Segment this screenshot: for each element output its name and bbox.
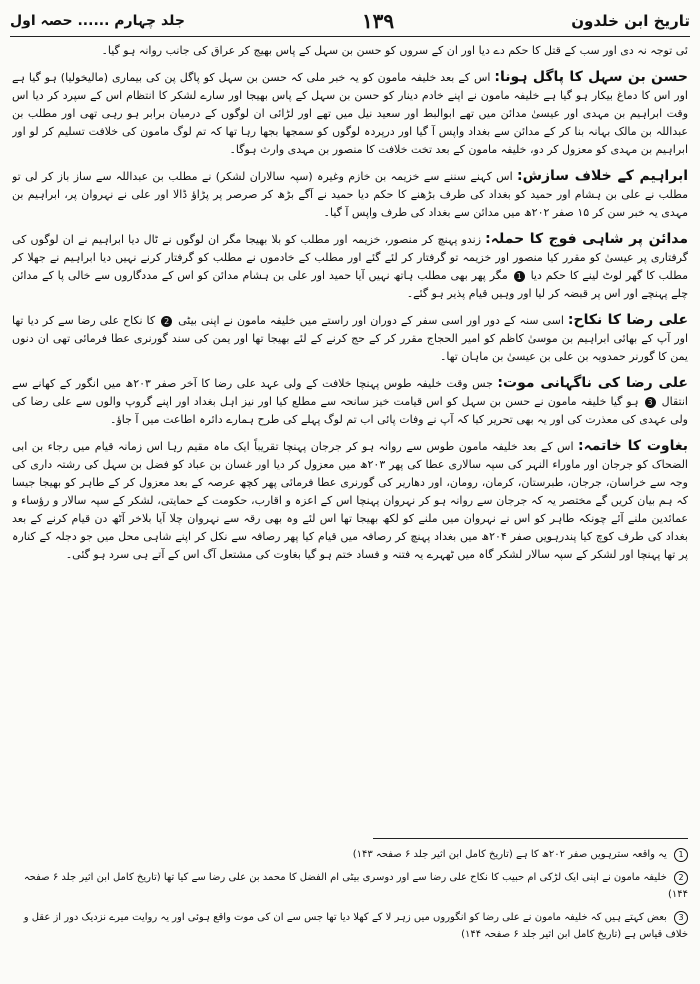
footnote [12,909,688,943]
section-heading: ابراہیم کے خلاف سازش: [517,168,688,184]
paragraph-text: ہو گیا خلیفہ مامون نے حسن بن سہل کو اس قیامت خیز سانحہ سے مطلع کیا اور نیز اہل بغداد اور اپنے گروپ والوں سے علی رضا کی ولی عہدی کی معذرت کی اور یہ بھی تحریر کیا کہ آپ نے وفات پائی اب تم لوگ پہلے کی طرح ہمارے دائرہ اطاعت میں آ جاؤ۔ [12,395,688,426]
paragraph-text: اس کہنے سننے سے خزیمہ بن خازم وغیرہ (سپہ سالاران لشکر) نے مطلب بن عبداللہ سے ساز باز کر لی تو مطلب نے علی بن ہشام اور حمید کو بغداد کی طرف بڑھنے کا حکم دیا حمید نے آگے بڑھ کر صرصر پر پڑاؤ ڈالا اور علی نے نہروان پر، ابراہیم بن مہدی یہ خبر سن کر ۱۵ صفر ۲۰۲ھ میں مدائن سے بغداد کی طرف واپس آ گیا۔ [12,170,688,219]
footnote-ref[interactable]: 3 [645,397,656,408]
section-heading: مدائن پر شاہی فوج کا حملہ: [485,231,688,247]
footnote [12,869,688,903]
section-heading: علی رضا کی ناگہانی موت: [497,375,688,391]
footnotes [12,846,688,980]
paragraph-text: زندو پہنچ کر منصور، خزیمہ اور مطلب کو بلا بھیجا مگر ان لوگوں نے ٹال دیا ابراہیم نے ان لوگوں کی گرفتاری پر عیسیٰ کو مقرر کیا منصور اور خزیمہ تو گرفتار کر لئے گئے اور مطلب کے خادموں نے مطلب کو گرفتار کرنے نہیں دیا ابراہیم نے جھلا کر مطلب کا گھر لوٹ لینے کا حکم دیا [12,233,688,282]
paragraph-text: کا نکاح علی رضا سے کر دیا تھا اور آپ کے بھائی ابراہیم بن موسیٰ کاظم کو امیر الحجاج مقرر کر کے حج کرنے کے لئے بھیجا تھا اور یمن کی سند گورنری عطا فرمائی تھی ان دنوں یمن کا گورنر حمدویہ بن علی بن عیسیٰ بن ماہان تھا۔ [12,314,688,363]
page-number: ۱۳۹ [361,9,395,33]
paragraph-text: ئی توجہ نہ دی اور سب کے قتل کا حکم دے دیا اور ان کے سروں کو حسن بن سہل کے پاس بھیج کر عراق کی جانب روانہ ہو گیا۔ [101,44,688,57]
footnote-number: 1 [674,848,688,862]
paragraph-text: اسی سنہ کے دور اور اسی سفر کے دوران اور راستے میں خلیفہ مامون نے اپنی بیٹی [178,314,564,327]
footnote [12,846,688,863]
paragraph-text: جس وقت خلیفہ طوس پہنچا خلافت کے ولی عہد علی رضا کا آخر صفر ۲۰۳ھ میں انگور کے کھانے سے انتقال [12,377,688,408]
footnote-divider [373,838,688,839]
footnote-text: بعض کہتے ہیں کہ خلیفہ مامون نے علی رضا کو انگوروں میں زہر لا کے کھلا دیا تھا جس سے ان کی موت واقع ہوئی اور یہ روایت میرے نزدیک دور از عقل و خلاف قیاس ہے (تاریخ کامل ابن اثیر جلد ۶ صفحہ ۱۴۴) [23,912,688,940]
volume-label: جلد چہارم ...... حصہ اول [10,13,185,29]
paragraph [12,167,688,222]
paragraph [12,311,688,366]
paragraph [12,374,688,429]
section-heading: بغاوت کا خاتمہ: [577,438,688,454]
section-heading: حسن بن سہل کا پاگل ہونا: [494,69,688,85]
book-title: تاریخ ابن خلدون [571,12,690,30]
paragraph [12,230,688,303]
paragraph [12,42,688,60]
page-header [10,6,690,37]
footnote-ref[interactable]: 1 [514,271,525,282]
paragraph [12,68,688,159]
paragraph-text: مگر پھر بھی مطلب ہاتھ نہیں آیا حمید اور علی بن ہشام مدائن کو اس کے مددگاروں سے خالی پا کے مدائن چلے پہنچے اور اس پر قبضہ کر لیا اور وہیں قیام پذیر ہو گئے۔ [12,269,688,300]
footnote-number: 3 [674,911,688,925]
paragraph-text: اس کے بعد خلیفہ مامون کو یہ خبر ملی کہ حسن بن سہل کو پاگل پن کی بیماری (مالیخولیا) ہو گیا ہے اور اس کا دماغ بیکار ہو گیا ہے خلیفہ مامون نے اپنے خادم دینار کو حسن بن سہل کے پاس بھیجا اور سارے لشکر کا انتظام اس کے سپرد کر دیا اس وقت ابراہیم بن مہدی اور عیسیٰ مدائن میں تھے ابوالبط اور سعید نیل میں تھے اور لڑائی ان لوگوں کے درمیان برابر ہو رہی تھی اور مطلب بن عبداللہ بن مالک بہانہ بنا کر کے مدائن سے بغداد واپس آ گیا اور درپردہ لوگوں کو سمجھا بجھا رہا تھا کہ تم لوگ مامون کی خلافت تسلیم کر لو اور ابراہیم بن مہدی کو معزول کر دو، خلیفہ مامون کے بعد تخت خلافت کا منصور بن مہدی وارث ہوگا۔ [12,71,688,156]
footnote-number: 2 [674,871,688,885]
footnote-ref[interactable]: 2 [161,316,172,327]
main-text [12,42,688,828]
paragraph [12,437,688,564]
footnote-text: خلیفہ مامون نے اپنی ایک لڑکی ام حبیب کا نکاح علی رضا سے اور دوسری بیٹی ام الفضل کا محمد بن علی رضا سے کیا تھا (تاریخ کامل ابن اثیر جلد ۶ صفحہ ۱۴۴) [23,872,688,900]
footnote-text: یہ واقعہ سترہویں صفر ۲۰۲ھ کا ہے (تاریخ کامل ابن اثیر جلد ۶ صفحہ ۱۴۳) [352,849,667,860]
paragraph-text: اس کے بعد خلیفہ مامون طوس سے روانہ ہو کر جرجان پہنچا تقریباً ایک ماہ مقیم رہا اس زمانہ قیام میں رجاء بن ابی الضحاک کو جرجان اور ماوراء النہر کی سپہ سالاری عطا کی پھر ۲۰۳ھ میں معزول کر دیا اور غسان بن عباد کو فضل بن سہل کی رشتہ داری کی وجہ سے خراسان، جرجان، طبرستان، کرمان، رومان، اور دھاریر کی گورنری عطا فرمائی پھر کچھ عرصہ کے بعد معزول کر کے طاہر کو بھیجا جیسا کہ ہم بیان کریں گے مختصر یہ کہ جرجان سے روانہ ہو کر نہروان پہنچا اس کے اعزہ و اقارب، حکومت کے حمایتی، لشکر کے سپہ سالار و رؤساء و عمائدین ملنے آئے چونکہ طاہر کو اس نے نہروان میں ملنے کو لکھ بھیجا تھا اس لئے وہ بھی رقہ سے نہروان چلا آیا بلاخر آٹھ دن قیام کرنے کے بعد بغداد کی طرف کوچ کیا پندرہویں صفر ۲۰۴ھ میں بغداد پہنچ کر رصافہ میں قیام کیا پھر رصافہ سے نکل کر اپنے شاہی محل میں جو دجلہ کے کنارہ پر تھا پہنچا اور لشکر کے سپہ سالار لشکر گاہ میں ٹھہرے یہ فتنہ و فساد ختم ہو گیا بغاوت کی مشتعل آگ اس کے آتے ہی سرد ہو گئی۔ [12,440,688,561]
section-heading: علی رضا کا نکاح: [567,312,688,328]
